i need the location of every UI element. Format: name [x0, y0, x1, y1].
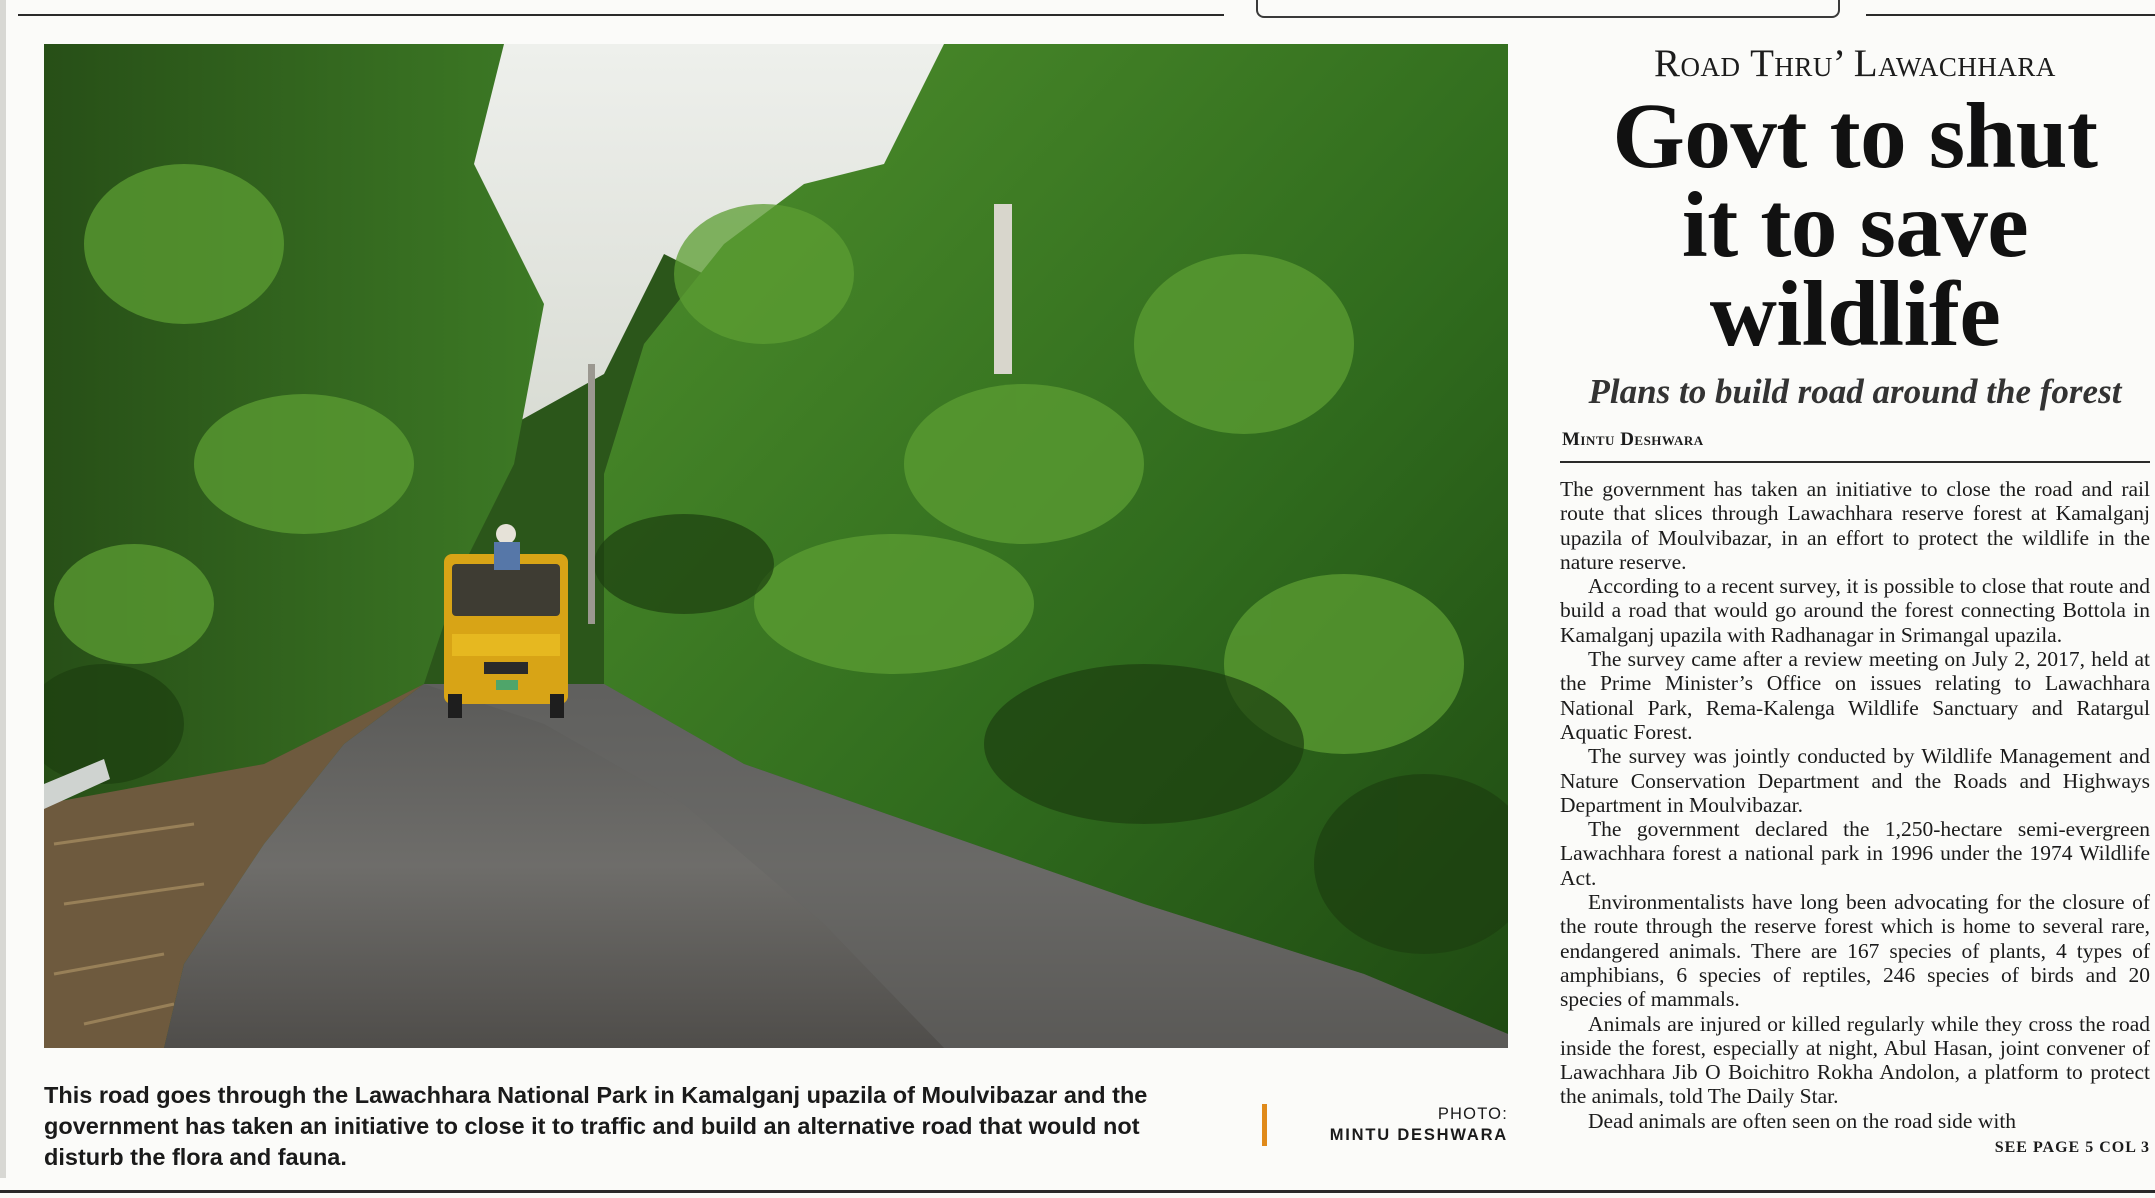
- deck: Plans to build road around the forest: [1588, 372, 2122, 411]
- top-rule: [18, 14, 1224, 16]
- article-body: [1560, 477, 2150, 1133]
- paragraph: The government has taken an initiative to close the road and rail route that slices through Lawachhara reserve forest at Kamalganj upazila of Moulvibazar, in an effort to protect the wildlife in the nature reserve.: [1560, 477, 2150, 574]
- continuation-note[interactable]: SEE PAGE 5 COL 3: [1994, 1139, 2150, 1157]
- paragraph: The government declared the 1,250-hectare semi-evergreen Lawachhara forest a national park in 1996 under the 1974 Wildlife Act.: [1560, 817, 2150, 890]
- headline: [1560, 85, 2150, 366]
- caption-accent-mark: [1262, 1104, 1267, 1146]
- headline-line-2: it to save: [1681, 174, 2029, 277]
- paragraph: The survey came after a review meeting on July 2, 2017, held at the Prime Minister’s Office on issues relating to Lawachhara National Park, Rema-Kalenga Wildlife Sanctuary and Ratargul Aquatic Forest.: [1560, 647, 2150, 744]
- byline-rule: [1560, 461, 2150, 463]
- photo-credit: [1290, 1104, 1508, 1146]
- article-column: [1560, 40, 2150, 1157]
- photo-credit-label: PHOTO:: [1437, 1105, 1508, 1123]
- paragraph: According to a recent survey, it is possible to close that route and build a road that would go around the forest connecting Bottola in Kamalganj upazila with Radhanagar in Srimangal upazila.: [1560, 574, 2150, 647]
- paragraph: Environmentalists have long been advocating for the closure of the route through the reserve forest which is home to several rare, endangered animals. There are 167 species of plants, 4 types of amphibians, 6 species of reptiles, 246 species of birds and 20 species of mammals.: [1560, 890, 2150, 1012]
- paragraph: Animals are injured or killed regularly while they cross the road inside the forest, especially at night, Abul Hasan, joint convener of Lawachhara Jib O Boichitro Rokha Andolon, a platform to protect the animals, told The Daily Star.: [1560, 1011, 2150, 1109]
- top-rule-right: [1866, 14, 2155, 16]
- byline: Mintu Deshwara: [1562, 429, 1704, 450]
- page-left-edge: [0, 0, 6, 1178]
- photo-caption: This road goes through the Lawachhara National Park in Kamalganj upazila of Moulvibazar and the government has taken an initiative to close it to traffic and build an alternative road that would not disturb the flora and fauna.: [44, 1082, 1148, 1170]
- headline-line-1: Govt to shut: [1612, 85, 2098, 188]
- paragraph: Dead animals are often seen on the road side with: [1588, 1108, 2017, 1133]
- bottom-rule: [0, 1190, 2155, 1193]
- forest-road-photo: [44, 44, 1508, 1048]
- top-tab-box: [1256, 0, 1840, 18]
- kicker: Road Thru’ Lawachhara: [1654, 42, 2056, 85]
- headline-line-3: wildlife: [1709, 263, 2001, 366]
- photo-credit-name: MINTU DESHWARA: [1329, 1126, 1508, 1144]
- paragraph: The survey was jointly conducted by Wildlife Management and Nature Conservation Department and the Roads and Highways Department in Moulvibazar.: [1560, 744, 2150, 817]
